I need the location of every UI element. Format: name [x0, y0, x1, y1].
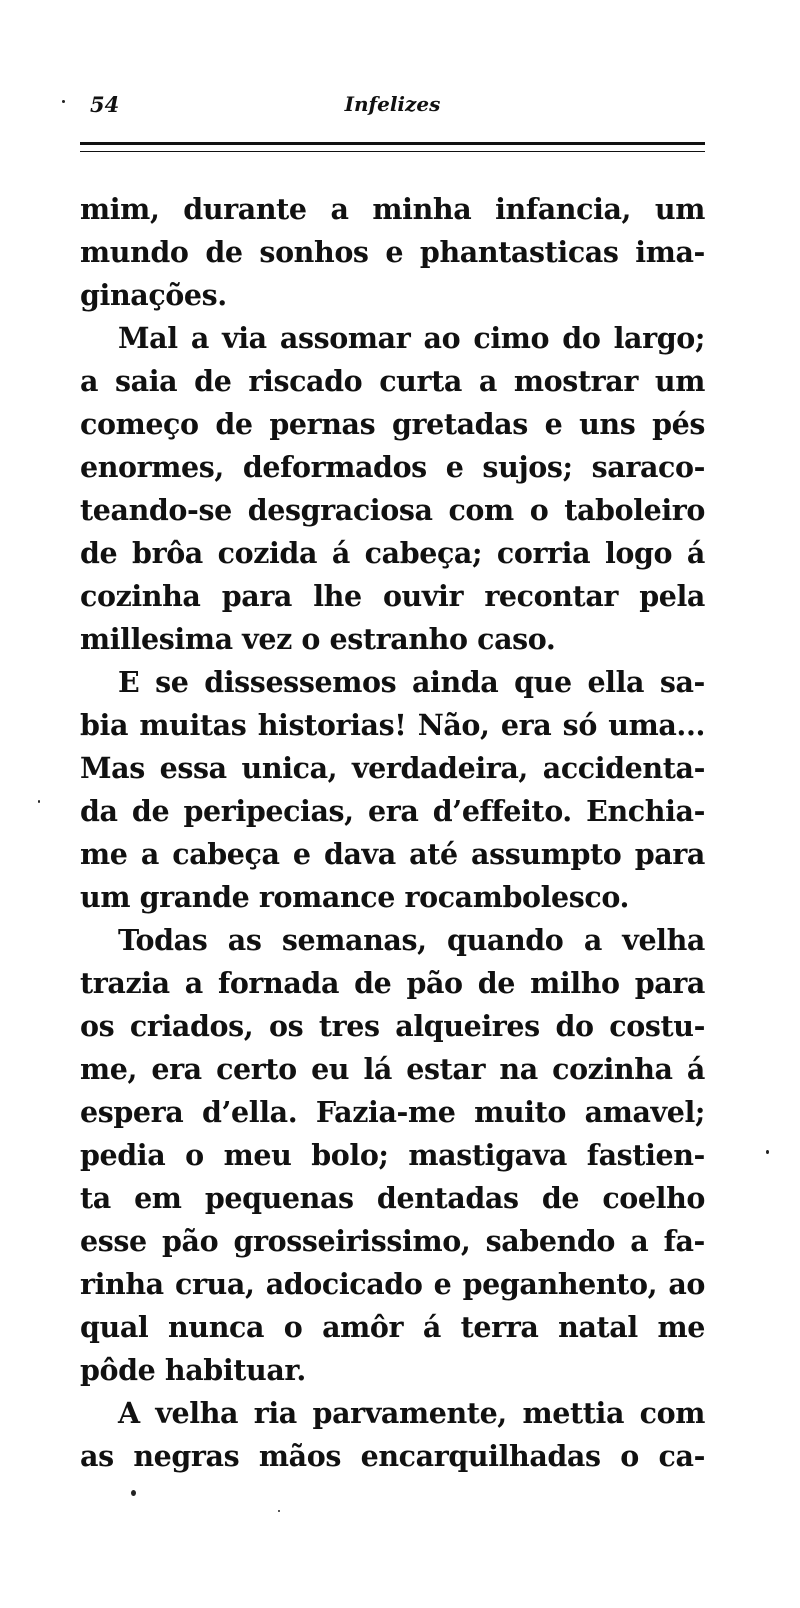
scan-speck — [62, 100, 65, 103]
text-line: me, era certo eu lá estar na cozinha á — [80, 1052, 705, 1086]
text-line: a saia de riscado curta a mostrar um — [80, 364, 705, 398]
text-line: pôde habituar. — [80, 1353, 306, 1387]
text-line: E se dissessemos ainda que ella sa- — [118, 665, 705, 699]
page-header — [80, 92, 705, 122]
scan-speck — [278, 1510, 280, 1512]
scan-speck — [38, 800, 40, 803]
text-line: mim, durante a minha infancia, um — [80, 192, 705, 226]
header-rule-thick — [80, 142, 705, 145]
text-line: me a cabeça e dava até assumpto para — [80, 837, 705, 871]
text-line: Mas essa unica, verdadeira, accidenta- — [80, 751, 705, 785]
text-line: as negras mãos encarquilhadas o ca- — [80, 1439, 705, 1473]
text-line: da de peripecias, era d’effeito. Enchia- — [80, 794, 705, 828]
text-line: esse pão grosseirissimo, sabendo a fa- — [80, 1224, 705, 1258]
page-number: 54 — [90, 92, 120, 117]
text-line: Mal a via assomar ao cimo do largo; — [118, 321, 705, 355]
text-line: A velha ria parvamente, mettia com — [118, 1396, 705, 1430]
body-text — [80, 188, 705, 1478]
text-line: trazia a fornada de pão de milho para — [80, 966, 705, 1000]
text-line: enormes, deformados e sujos; saraco- — [80, 450, 705, 484]
text-line: Todas as semanas, quando a velha — [118, 923, 705, 957]
scan-speck — [131, 1490, 136, 1496]
running-title: Infelizes — [344, 92, 441, 116]
text-line: ginações. — [80, 278, 227, 312]
text-line: espera d’ella. Fazia-me muito amavel; — [80, 1095, 705, 1129]
text-line: cozinha para lhe ouvir recontar pela — [80, 579, 705, 613]
text-line: pedia o meu bolo; mastigava fastien- — [80, 1138, 705, 1172]
text-line: um grande romance rocambolesco. — [80, 880, 630, 914]
text-line: mundo de sonhos e phantasticas ima- — [80, 235, 705, 269]
header-rule-thin — [80, 151, 705, 152]
text-line: ta em pequenas dentadas de coelho — [80, 1181, 705, 1215]
text-line: bia muitas historias! Não, era só uma... — [80, 708, 705, 742]
scan-speck — [766, 1150, 769, 1154]
text-line: os criados, os tres alqueires do costu- — [80, 1009, 705, 1043]
text-line: qual nunca o amôr á terra natal me — [80, 1310, 705, 1344]
text-line: millesima vez o estranho caso. — [80, 622, 556, 656]
text-line: teando-se desgraciosa com o taboleiro — [80, 493, 705, 527]
text-line: rinha crua, adocicado e peganhento, ao — [80, 1267, 705, 1301]
text-line: começo de pernas gretadas e uns pés — [80, 407, 705, 441]
text-line: de brôa cozida á cabeça; corria logo á — [80, 536, 705, 570]
